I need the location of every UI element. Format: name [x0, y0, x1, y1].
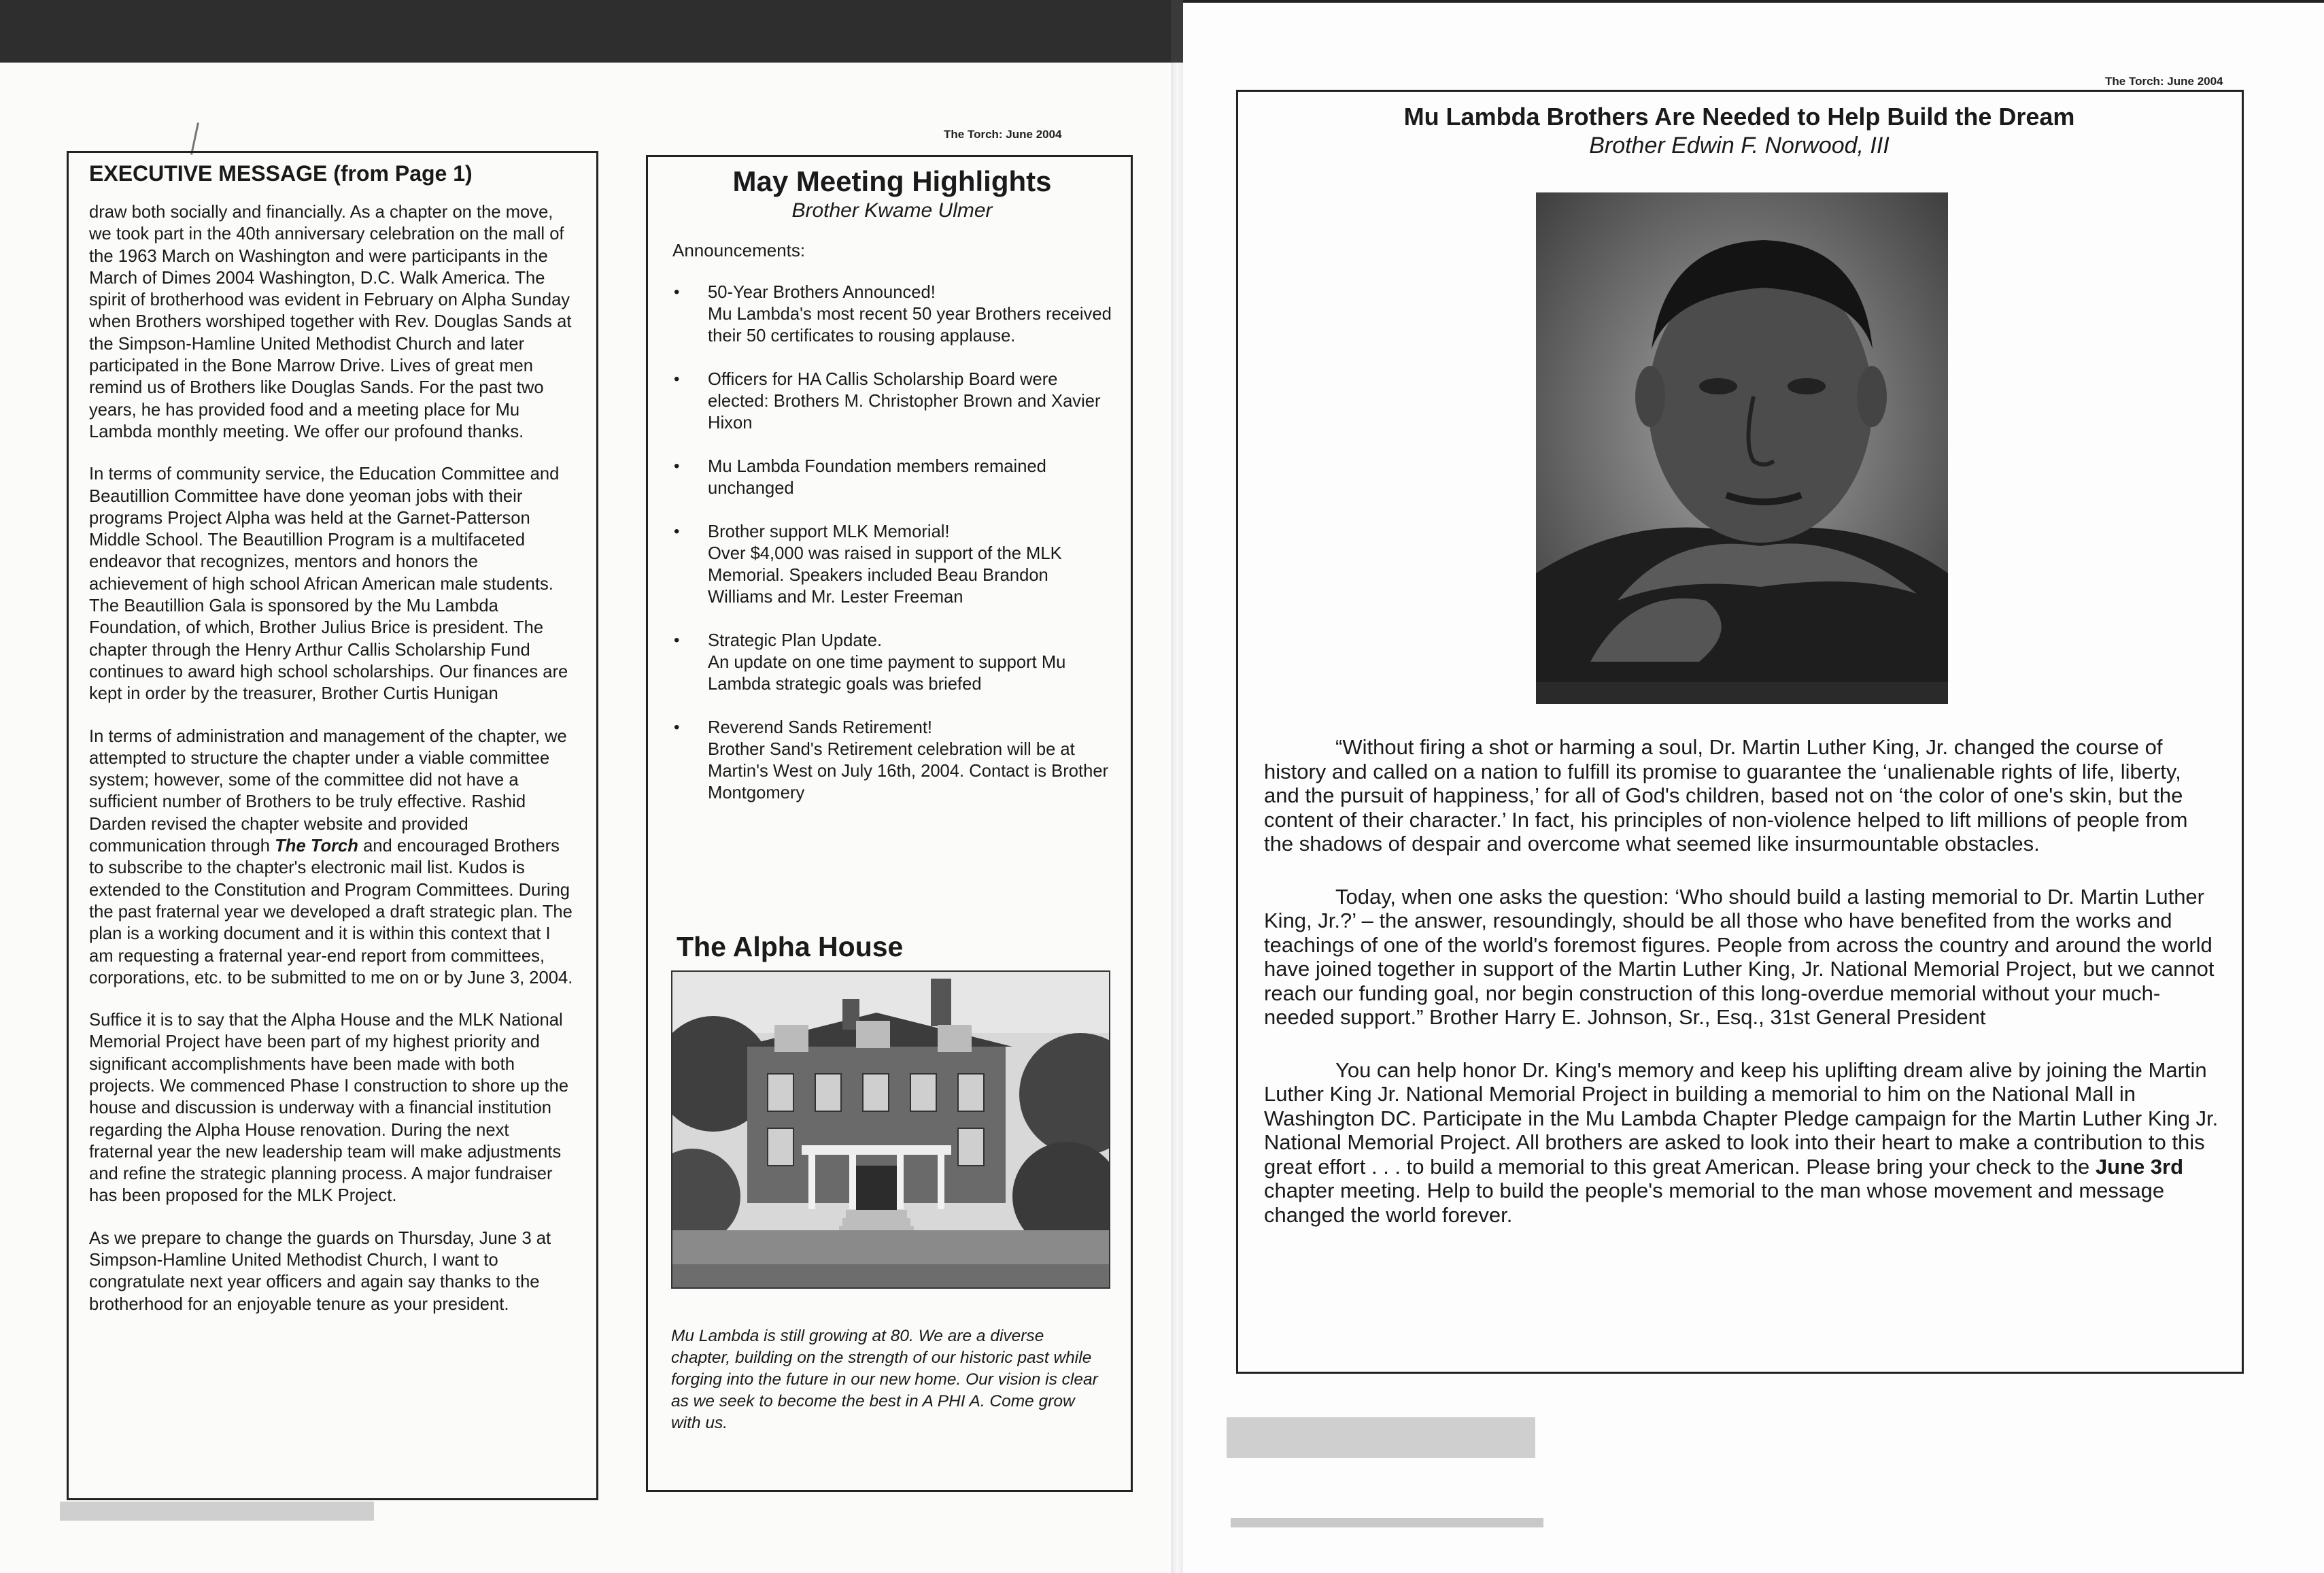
highlight-item: [672, 630, 1112, 695]
alpha-house-title: The Alpha House: [677, 931, 904, 962]
highlight-title: Strategic Plan Update.: [708, 631, 883, 650]
article-paragraph-3: [1264, 1058, 2219, 1228]
mlk-article-box: [1236, 90, 2244, 1374]
bullet-icon: •: [674, 457, 680, 475]
right-running-head: The Torch: June 2004: [2105, 75, 2223, 88]
article-paragraph-2: Today, when one asks the question: ‘Who should build a lasting memorial to Dr. Martin Luther King, Jr.?’ – the answer, resoundingly, should be all those who have benefited from the works and teachings of one of the world's foremost figures. People from across the country and around the world have joined together in support of the Martin Luther King, Jr. National Memorial Project, but we cannot reach our funding goal, nor begin construction of this long-overdue memorial without your much-needed support.” Brother Harry E. Johnson, Sr., Esq., 31st General President: [1264, 884, 2215, 1029]
highlight-item: [672, 456, 1112, 499]
bullet-icon: •: [674, 370, 680, 388]
announcements-label: Announcements:: [672, 240, 806, 260]
alpha-house-illustration: [672, 972, 1109, 1287]
tape-strip-left: [60, 1502, 374, 1521]
highlight-item: [672, 282, 1112, 347]
executive-paragraph-3: [89, 726, 575, 990]
alpha-house-photo: [671, 970, 1110, 1289]
article-body: [1264, 735, 2219, 1255]
article-byline: Brother Edwin F. Norwood, III: [1589, 133, 1890, 158]
highlight-body: Mu Lambda's most recent 50 year Brothers received their 50 certificates to rousing applause.: [708, 305, 1112, 345]
highlight-body: Over $4,000 was raised in support of the MLK Memorial. Speakers included Beau Brandon Williams and Mr. Lester Freeman: [708, 544, 1062, 607]
executive-message-title: EXECUTIVE MESSAGE (from Page 1): [89, 161, 473, 186]
highlight-title: Reverend Sands Retirement!: [708, 718, 933, 737]
bullet-icon: •: [674, 283, 680, 301]
article-paragraph-3-text: You can help honor Dr. King's memory and keep his uplifting dream alive by joining the Martin Luther King Jr. National Memorial Project in building a memorial to him on the National Mall in Washington DC. Participate in the Mu Lambda Chapter Pledge campaign for the Martin Luther King Jr. National Memorial Project. All brothers are asked to look into their heart to make a contribution to this great effort . . . to build a memorial to this great American. Please bring your check to the: [1264, 1058, 2219, 1179]
bullet-icon: •: [674, 522, 680, 541]
executive-paragraph-5: As we prepare to change the guards on Thursday, June 3 at Simpson-Hamline United Methodist Church, I want to congratulate next year officers and again say thanks to the brotherhood for an enjoyable tenure as your president.: [89, 1228, 551, 1314]
article-paragraph-1: “Without firing a shot or harming a soul, Dr. Martin Luther King, Jr. changed the course of history and called on a nation to fulfill its promise to guarantee the ‘unalienable rights of life, liberty, and the pursuit of happiness,’ for all of God's children, based not on ‘the color of one's skin, but the content of their character.’ In fact, his principles of non-violence helped to lift millions of people from the shadows of despair and overcome what seemed like insurmountable obstacles.: [1264, 735, 2188, 856]
highlight-title: 50-Year Brothers Announced!: [708, 283, 936, 302]
scan-border-top-left: [0, 0, 1171, 63]
left-running-head: The Torch: June 2004: [944, 128, 1062, 141]
article-paragraph-3-end: chapter meeting. Help to build the people's memorial to the man whose movement and message changed the world forever.: [1264, 1179, 2165, 1227]
bullet-icon: •: [674, 718, 680, 737]
tape-strip-right: [1227, 1417, 1535, 1458]
executive-paragraph-2: In terms of community service, the Education Committee and Beautillion Committee have done yeoman jobs with their programs Project Alpha was held at the Garnet-Patterson Middle School. The Beautillion Program is a multifaceted endeavor that recognizes, mentors and honors the achievement of high school African American male students. The Beautillion Gala is sponsored by the Mu Lambda Foundation, of which, Brother Julius Brice is president. The chapter through the Henry Arthur Callis Scholarship Fund continues to award high school scholarships. Our finances are kept in order by the treasurer, Brother Curtis Hunigan: [89, 464, 568, 704]
highlight-title: Officers for HA Callis Scholarship Board were elected: Brothers M. Christopher Brown and Xavier Hixon: [708, 370, 1101, 433]
mlk-portrait-photo: [1536, 192, 1948, 704]
executive-paragraph-4: Suffice it is to say that the Alpha House and the MLK National Memorial Project have been part of my highest priority and significant accomplishments have been made with both projects. We commenced Phase I construction to shore up the house and discussion is underway with a financial institution regarding the Alpha House renovation. During the next fraternal year the new leadership team will make adjustments and refine the strategic planning process. A major fundraiser has been proposed for the MLK Project.: [89, 1011, 569, 1206]
executive-message-box: [67, 151, 598, 1500]
may-meeting-title: May Meeting Highlights: [732, 165, 1052, 197]
executive-paragraph-3-text: In terms of administration and management of the chapter, we attempted to structure the chapter under a viable committee system; however, some of the committee did not have a sufficient number of Brothers to be truly effective. Rashid Darden revised the chapter website and provided communication through: [89, 726, 567, 856]
tape-strip-bottom: [1231, 1518, 1543, 1527]
meeting-date: June 3rd: [2095, 1154, 2184, 1179]
executive-paragraph-3-cont: and encouraged Brothers to subscribe to the chapter's electronic mail list. Kudos is extended to the Constitution and Program Committees. During the past fraternal year we developed a draft strategic plan. The plan is a working document and it is within this context that I am requesting a fraternal year-end report from committees, corporations, etc. to be submitted to me on or by June 3, 2004.: [89, 836, 573, 987]
mlk-portrait-illustration: [1536, 192, 1948, 704]
may-meeting-byline: Brother Kwame Ulmer: [791, 199, 993, 222]
highlight-title: Mu Lambda Foundation members remained unchanged: [708, 457, 1046, 498]
highlight-item: [672, 717, 1112, 804]
alpha-house-caption: Mu Lambda is still growing at 80. We are a diverse chapter, building on the strength of our historic past while forging into the future in our new home. Our vision is clear as we seek to become the best in A PHI A. Come grow with us.: [671, 1327, 1098, 1432]
scan-border-gap: [1171, 0, 1183, 68]
highlight-title: Brother support MLK Memorial!: [708, 522, 950, 541]
highlight-item: [672, 521, 1112, 608]
highlight-item: [672, 369, 1112, 434]
page-fold: [1171, 63, 1183, 1573]
may-meeting-box: [646, 155, 1133, 1492]
executive-paragraph-1: draw both socially and financially. As a chapter on the move, we took part in the 40th anniversary celebration on the mall of the 1963 March on Washington and were participants in the March of Dimes 2004 Washington, D.C. Walk America. The spirit of brotherhood was evident in February on Alpha Sunday when Brothers worshiped together with Rev. Douglas Sands at the Simpson-Hamline United Methodist Church and later participated in the Bone Marrow Drive. Lives of great men remind us of Brothers like Douglas Sands. For the past two years, he has provided food and a meeting place for Mu Lambda monthly meeting. We offer our profound thanks.: [89, 203, 572, 441]
bullet-icon: •: [674, 631, 680, 649]
highlight-body: Brother Sand's Retirement celebration will be at Martin's West on July 16th, 2004. Contact is Brother Montgomery: [708, 740, 1109, 802]
highlight-body: An update on one time payment to support Mu Lambda strategic goals was briefed: [708, 653, 1066, 694]
article-title: Mu Lambda Brothers Are Needed to Help Build the Dream: [1403, 103, 2075, 131]
highlights-list: [672, 282, 1112, 804]
torch-publication-name: The Torch: [275, 836, 358, 856]
